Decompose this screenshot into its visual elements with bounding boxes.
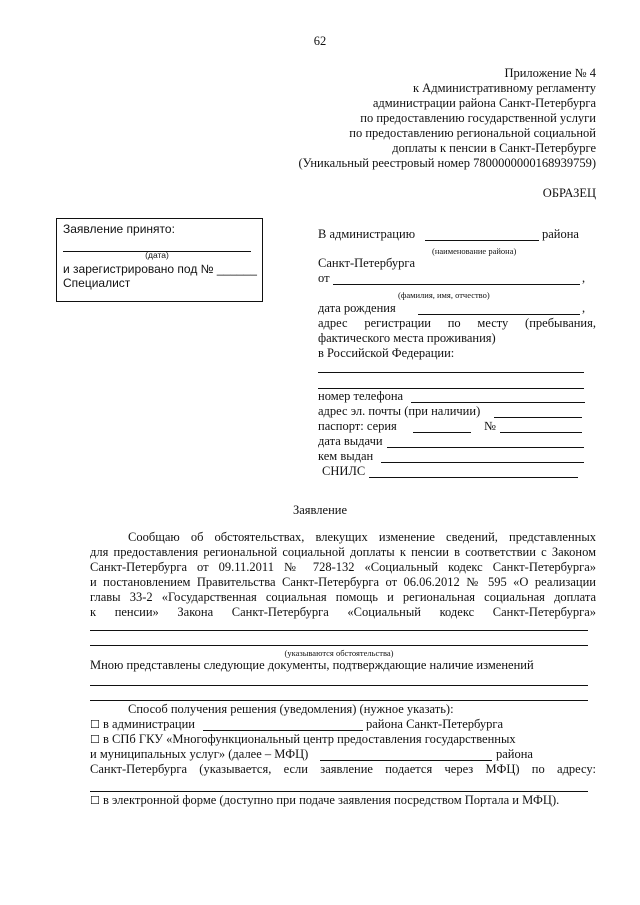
body-line: Санкт-Петербурга от 09.11.2011 № 728-132 «Социальный кодекс Санкт-Петербурга» [90, 560, 596, 574]
documents-field-1[interactable] [90, 685, 588, 686]
sample-label: ОБРАЗЕЦ [542, 186, 596, 200]
fullname-comma: , [582, 271, 586, 285]
documents-field-2[interactable] [90, 700, 588, 701]
birthdate-field[interactable] [418, 314, 580, 315]
option-mfc-address-field[interactable] [90, 791, 588, 792]
to-admin-label: В администрацию [318, 227, 416, 241]
documents-line: Мною представлены следующие документы, подтверждающие наличие изменений [90, 658, 534, 672]
fullname-field[interactable] [333, 284, 580, 285]
option-admin-prefix: в администрации [103, 717, 195, 731]
option-admin-district-field[interactable] [203, 730, 363, 731]
address-label-line1: адрес регистрации по месту (пребывания, [318, 316, 596, 330]
checkbox-electronic[interactable]: ☐ [90, 794, 100, 807]
option-electronic[interactable] [90, 793, 559, 808]
body-line: Сообщаю об обстоятельствах, влекущих изменение сведений, представленных [128, 530, 596, 544]
address-label-line2: фактического места проживания) [318, 331, 496, 345]
district-caption: (наименование района) [432, 246, 517, 256]
phone-field[interactable] [411, 402, 585, 403]
appendix-line: (Уникальный реестровый номер 7800000000168939759) [298, 156, 596, 170]
phone-label: номер телефона [318, 389, 404, 403]
accepted-box [56, 218, 263, 302]
appendix-line: по предоставлению региональной социальной [349, 126, 596, 140]
email-field[interactable] [494, 417, 582, 418]
email-label: адрес эл. почты (при наличии) [318, 404, 481, 418]
option-mfc-line1: в СПб ГКУ «Многофункциональный центр предоставления государственных [103, 732, 516, 746]
birthdate-label: дата рождения [318, 301, 396, 315]
option-mfc-line3: Санкт-Петербурга (указывается, если заявление подается через МФЦ) по адресу: [90, 762, 596, 776]
body-line: главы 33-2 «Государственная социальная помощь и региональная социальная доплата [90, 590, 596, 604]
option-mfc[interactable] [90, 732, 516, 747]
district-label: района [542, 227, 579, 241]
option-electronic-text: в электронной форме (доступно при подаче заявления посредством Портала и МФЦ). [103, 793, 560, 807]
issue-date-label: дата выдачи [318, 434, 383, 448]
appendix-line: по предоставлению государственной услуги [360, 111, 596, 125]
checkbox-admin[interactable]: ☐ [90, 718, 100, 731]
passport-label: паспорт: серия [318, 419, 397, 433]
option-admin-suffix: района Санкт-Петербурга [366, 717, 504, 731]
fullname-caption: (фамилия, имя, отчество) [398, 290, 490, 300]
body-line: для предоставления региональной социальной доплаты к пенсии в соответствии с Законом [90, 545, 596, 559]
accepted-title: Заявление принято: [63, 222, 175, 236]
passport-series-field[interactable] [413, 432, 471, 433]
from-label: от [318, 271, 330, 285]
circumstances-field-1[interactable] [90, 630, 588, 631]
circumstances-caption: (указываются обстоятельства) [284, 648, 394, 658]
snils-field[interactable] [369, 477, 578, 478]
appendix-line: администрации района Санкт-Петербурга [372, 96, 596, 110]
address-field-1[interactable] [318, 372, 584, 373]
checkbox-mfc[interactable]: ☐ [90, 733, 100, 746]
option-admin[interactable] [90, 717, 195, 732]
page-number: 62 [313, 34, 327, 48]
address-label-line3: в Российской Федерации: [318, 346, 455, 360]
option-mfc-line2: и муниципальных услуг» (далее – МФЦ) [90, 747, 309, 761]
application-title: Заявление [292, 503, 347, 517]
method-title: Способ получения решения (уведомления) (нужное указать): [128, 702, 454, 716]
snils-label: СНИЛС [322, 464, 366, 478]
option-mfc-district: района [496, 747, 533, 761]
city-label: Санкт-Петербурга [318, 256, 416, 270]
passport-number-label: № [484, 419, 496, 433]
date-caption: (дата) [145, 250, 169, 260]
issued-by-label: кем выдан [318, 449, 374, 463]
district-field[interactable] [425, 240, 539, 241]
issue-date-field[interactable] [387, 447, 584, 448]
passport-number-field[interactable] [500, 432, 582, 433]
body-line: и постановлением Правительства Санкт-Петербурга от 06.06.2012 № 595 «О реализации [90, 575, 596, 589]
appendix-line: к Административному регламенту [412, 81, 596, 95]
registered-text: и зарегистрировано под № ______ [63, 262, 257, 276]
appendix-line: Приложение № 4 [504, 66, 596, 80]
specialist-text: Специалист [63, 276, 131, 290]
birthdate-comma: , [582, 301, 586, 315]
appendix-line: доплаты к пенсии в Санкт-Петербурге [392, 141, 596, 155]
option-mfc-district-field[interactable] [320, 760, 492, 761]
body-line: к пенсии» Закона Санкт-Петербурга «Социальный кодекс Санкт-Петербурга» [90, 605, 596, 619]
issued-by-field[interactable] [381, 462, 584, 463]
